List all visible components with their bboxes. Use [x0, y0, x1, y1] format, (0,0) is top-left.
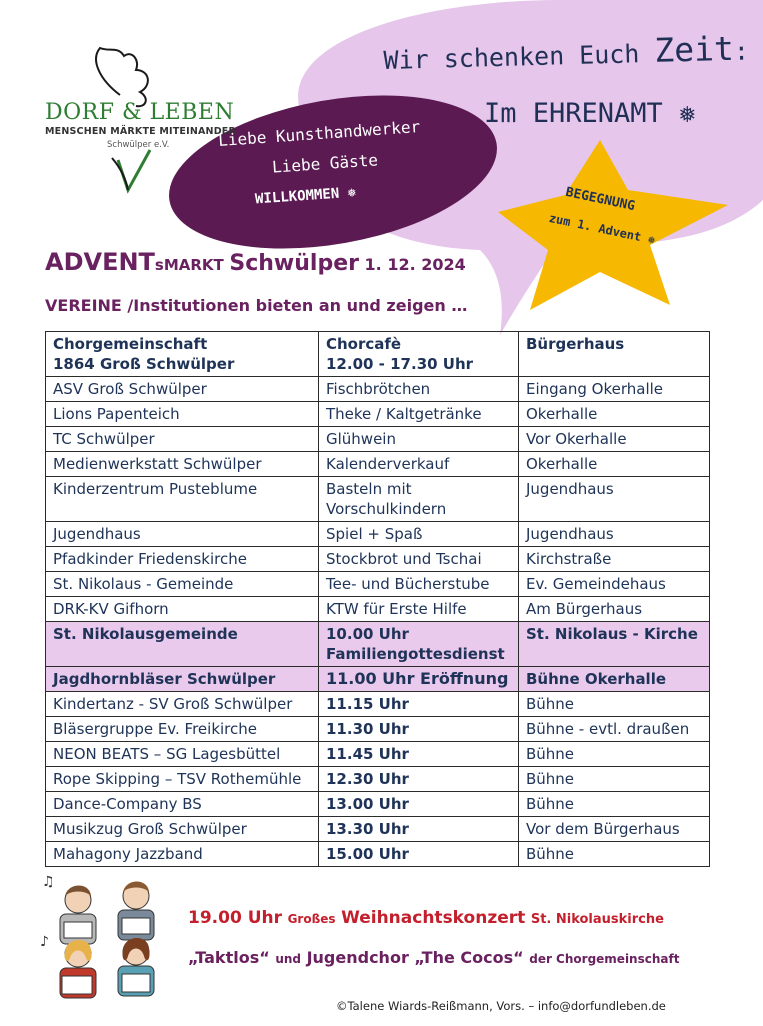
table-row [46, 792, 710, 817]
table-cell: Jugendhaus [519, 522, 710, 547]
table-row [46, 742, 710, 767]
table-cell: St. Nikolaus - Gemeinde [46, 572, 319, 597]
bubble-line-2: Liebe Gäste [271, 150, 379, 177]
table-cell: Mahagony Jazzband [46, 842, 319, 867]
table-cell: Musikzug Groß Schwülper [46, 817, 319, 842]
table-row [46, 667, 710, 692]
star-line-1: BEGEGNUNG [564, 184, 637, 215]
leaf-logo-icon [96, 48, 148, 106]
table-cell: Bühne [519, 692, 710, 717]
snowflake-icon: ❅ [347, 184, 357, 202]
table-cell: Bühne [519, 742, 710, 767]
page-title: ADVENTsMARKT Schwülper 1. 12. 2024 [45, 248, 466, 276]
table-cell: Jugendhaus [46, 522, 319, 547]
table-row [46, 477, 710, 522]
bubble-line-3: WILLKOMMEN ❅ [254, 184, 357, 208]
table-cell: Kinderzentrum Pusteblume [46, 477, 319, 522]
table-cell: 13.00 Uhr [319, 792, 519, 817]
table-cell: Stockbrot und Tschai [319, 547, 519, 572]
table-cell: Bühne Okerhalle [519, 667, 710, 692]
table-cell: Bühne [519, 792, 710, 817]
table-cell: Okerhalle [519, 452, 710, 477]
table-cell: St. Nikolaus - Kirche [519, 622, 710, 667]
table-cell: DRK-KV Gifhorn [46, 597, 319, 622]
table-cell: Kalenderverkauf [319, 452, 519, 477]
table-cell: Spiel + Spaß [319, 522, 519, 547]
table-cell: Ev. Gemeindehaus [519, 572, 710, 597]
table-cell: Bühne - evtl. draußen [519, 717, 710, 742]
table-cell: Basteln mit Vorschulkindern [319, 477, 519, 522]
table-cell: TC Schwülper [46, 427, 319, 452]
star-line-2: zum 1. Advent ❅ [547, 210, 657, 248]
table-cell: Vor dem Bürgerhaus [519, 817, 710, 842]
table-cell: 11.15 Uhr [319, 692, 519, 717]
table-cell: Bühne [519, 842, 710, 867]
table-cell: NEON BEATS – SG Lagesbüttel [46, 742, 319, 767]
table-cell: Bläsergruppe Ev. Freikirche [46, 717, 319, 742]
table-cell: KTW für Erste Hilfe [319, 597, 519, 622]
table-row [46, 332, 710, 377]
program-table-body [46, 332, 710, 867]
music-note-icon: ♫ [42, 874, 55, 890]
page-subtitle: VEREINE /Institutionen bieten an und zeigen … [45, 296, 468, 315]
table-cell: Medienwerkstatt Schwülper [46, 452, 319, 477]
table-cell: Vor Okerhalle [519, 427, 710, 452]
choir-singers-illustration [38, 868, 170, 1003]
table-cell: Chorgemeinschaft 1864 Groß Schwülper [46, 332, 319, 377]
table-cell: Am Bürgerhaus [519, 597, 710, 622]
concert-line-2: „Taktlos“ und Jugendchor „The Cocos“ der Chorgemeinschaft [188, 948, 680, 967]
table-row [46, 377, 710, 402]
table-cell: Okerhalle [519, 402, 710, 427]
table-cell: Glühwein [319, 427, 519, 452]
table-cell: Dance-Company BS [46, 792, 319, 817]
logo-subtitle: MENSCHEN MÄRKTE MITEINANDER [45, 126, 237, 137]
table-row [46, 717, 710, 742]
table-cell: Tee- und Bücherstube [319, 572, 519, 597]
table-cell: 11.45 Uhr [319, 742, 519, 767]
bubble-line-1: Liebe Kunsthandwerker [217, 116, 421, 151]
program-table [45, 331, 710, 867]
table-cell: 12.30 Uhr [319, 767, 519, 792]
table-row [46, 547, 710, 572]
table-cell: Rope Skipping – TSV Rothemühle [46, 767, 319, 792]
slogan-line-1: Wir schenken Euch Zeit: [383, 28, 750, 75]
table-cell: Chorcafè 12.00 - 17.30 Uhr [319, 332, 519, 377]
concert-line-1: 19.00 Uhr Großes Weihnachtskonzert St. Nikolauskirche [188, 908, 664, 928]
table-row [46, 622, 710, 667]
slogan-line-2: Im EHRENAMT ❅ [484, 98, 696, 129]
leaf-stem-icon [118, 150, 150, 190]
music-note-icon: ♪ [40, 934, 49, 950]
table-row [46, 767, 710, 792]
table-cell: Fischbrötchen [319, 377, 519, 402]
table-cell: 11.00 Uhr Eröffnung [319, 667, 519, 692]
snowflake-icon: ❅ [646, 231, 657, 248]
table-row [46, 572, 710, 597]
table-cell: ASV Groß Schwülper [46, 377, 319, 402]
table-row [46, 817, 710, 842]
table-cell: 10.00 Uhr Familiengottesdienst [319, 622, 519, 667]
table-cell: 11.30 Uhr [319, 717, 519, 742]
table-cell: 13.30 Uhr [319, 817, 519, 842]
logo-title: DORF & LEBEN [45, 100, 235, 125]
table-row [46, 427, 710, 452]
table-row [46, 452, 710, 477]
logo-org: Schwülper e.V. [107, 140, 170, 150]
table-cell: Pfadkinder Friedenskirche [46, 547, 319, 572]
table-cell: Kirchstraße [519, 547, 710, 572]
table-cell: Eingang Okerhalle [519, 377, 710, 402]
table-cell: Bühne [519, 767, 710, 792]
table-cell: 15.00 Uhr [319, 842, 519, 867]
table-cell: St. Nikolausgemeinde [46, 622, 319, 667]
table-cell: Lions Papenteich [46, 402, 319, 427]
table-cell: Bürgerhaus [519, 332, 710, 377]
table-cell: Jagdhornbläser Schwülper [46, 667, 319, 692]
table-cell: Jugendhaus [519, 477, 710, 522]
table-cell: Kindertanz - SV Groß Schwülper [46, 692, 319, 717]
snowflake-icon: ❅ [679, 98, 696, 129]
table-row [46, 402, 710, 427]
table-row [46, 522, 710, 547]
table-row [46, 692, 710, 717]
footer-copyright: ©Talene Wiards-Reißmann, Vors. – info@dorfundleben.de [336, 999, 666, 1013]
table-row [46, 842, 710, 867]
table-cell: Theke / Kaltgetränke [319, 402, 519, 427]
table-row [46, 597, 710, 622]
